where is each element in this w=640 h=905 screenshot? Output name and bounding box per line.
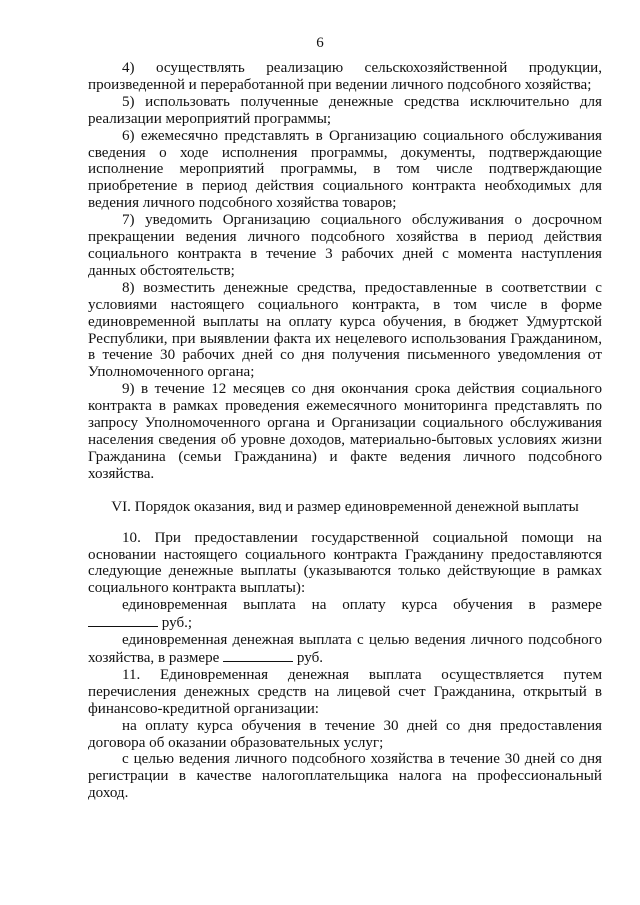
household-amount-suffix: руб.: [293, 650, 324, 666]
paragraph-item-6: 6) ежемесячно представлять в Организацию социального обслуживания сведения о ходе исполнения программы, документы, подтверждающие исполнение мероприятий программы, в том числе подтверждающие приобретение в период действия социального контракта необходимых для ведения личного подсобного хозяйства товаров;: [88, 127, 602, 212]
training-payment-line: [88, 597, 602, 614]
document-body: [88, 60, 602, 802]
paragraph-item-4: 4) осуществлять реализацию сельскохозяйственной продукции, произведенной и переработанной при ведении личного подсобного хозяйства;: [88, 60, 602, 93]
training-payment-amount-line: [88, 614, 602, 632]
paragraph-11-household: с целью ведения личного подсобного хозяйства в течение 30 дней со дня регистрации в качестве налогоплательщика налога на профессиональный доход.: [88, 751, 602, 802]
section-heading: VI. Порядок оказания, вид и размер единовременной денежной выплаты: [111, 498, 579, 515]
household-payment-text: единовременная денежная выплата с целью ведения личного подсобного хозяйства, в размере: [88, 632, 602, 666]
training-amount-suffix: руб.;: [158, 615, 193, 632]
training-amount-blank: [88, 614, 158, 627]
paragraph-item-9: 9) в течение 12 месяцев со дня окончания срока действия социального контракта в рамках проведения ежемесячного мониторинга представлять по запросу Уполномоченного органа и Организации социального обслуживания населения сведения об уровне доходов, материально-бытовых условиях жизни Гражданина (семьи Гражданина) и факте ведения личного подсобного хозяйства.: [88, 381, 602, 482]
page-number: 6: [316, 35, 324, 51]
paragraph-item-7: 7) уведомить Организацию социального обслуживания о досрочном прекращении ведения личного подсобного хозяйства в период действия социального контракта в течение 3 рабочих дней с момента наступления данных обстоятельств;: [88, 212, 602, 279]
paragraph-item-5: 5) использовать полученные денежные средства исключительно для реализации мероприятий программы;: [88, 93, 602, 127]
training-payment-text: единовременная выплата на оплату курса обучения в размере: [122, 597, 602, 614]
paragraph-10: 10. При предоставлении государственной социальной помощи на основании настоящего социального контракта Гражданину предоставляются следующие денежные выплаты (указываются только действующие в рамках социального контракта выплаты):: [88, 529, 602, 597]
paragraph-11: 11. Единовременная денежная выплата осуществляется путем перечисления денежных средств на лицевой счет Гражданина, открытый в финансово-кредитной организации:: [88, 666, 602, 717]
household-amount-blank: [223, 649, 293, 662]
paragraph-11-training: на оплату курса обучения в течение 30 дней со дня предоставления договора об оказании образовательных услуг;: [88, 717, 602, 751]
household-payment-line: [88, 632, 602, 667]
paragraph-item-8: 8) возместить денежные средства, предоставленные в соответствии с условиями настоящего социального контракта, в том числе в форме единовременной выплаты на оплату курса обучения, в бюджет Удмуртской Республики, при выявлении факта их нецелевого использования Гражданином, в течение 30 рабочих дней со дня получения письменного уведомления от Уполномоченного органа;: [88, 279, 602, 381]
